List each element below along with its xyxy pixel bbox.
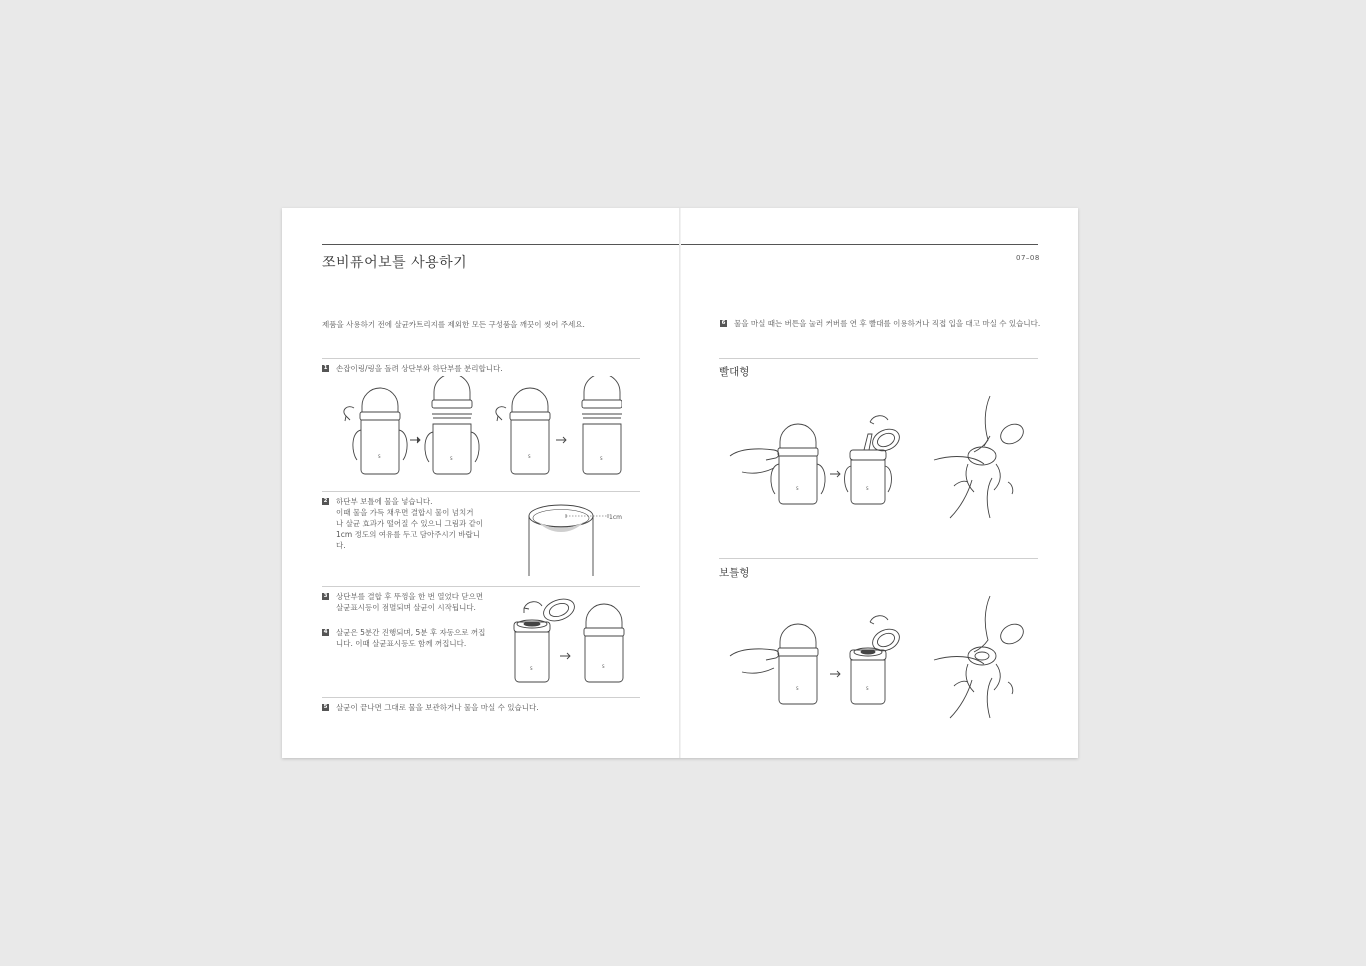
manual-spread — [282, 208, 1078, 758]
divider — [719, 358, 1038, 359]
straw-type-illustration — [728, 394, 1028, 524]
divider — [719, 558, 1038, 559]
step-badge-4: 4 — [323, 629, 328, 635]
divider — [322, 491, 640, 492]
left-header-rule — [322, 244, 679, 245]
svg-text:S: S — [866, 686, 869, 691]
svg-text:S: S — [796, 486, 799, 491]
svg-text:S: S — [450, 456, 453, 461]
step2-line-2: 이때 물을 가득 채우면 결합시 물이 넘치거 — [336, 508, 474, 517]
step6-text: 물을 마실 때는 버튼을 눌러 커버를 연 후 빨대를 이용하거나 직접 입을 대고 마실 수 있습니다. — [734, 319, 1041, 328]
svg-text:S: S — [528, 454, 531, 459]
page-number: 07–08 — [1016, 254, 1040, 262]
divider — [322, 358, 640, 359]
step1-text: 손잡이링/링을 돌려 상단부와 하단부를 분리합니다. — [336, 364, 503, 373]
step2-line-1: 하단부 보틀에 물을 넣습니다. — [336, 497, 433, 506]
step2-illustration — [526, 500, 626, 576]
step3-line-2: 살균표시등이 점멸되며 살균이 시작됩니다. — [336, 603, 476, 612]
page-gutter — [679, 208, 681, 758]
step2-line-3: 나 살균 효과가 떨어질 수 있으니 그림과 같이 — [336, 519, 484, 528]
step-badge-6: 6 — [721, 320, 726, 326]
right-header-rule — [681, 244, 1038, 245]
section-title-bottle: 보틀형 — [719, 567, 750, 579]
measure-label: 1cm — [609, 514, 622, 521]
step4-line-1: 살균은 5분간 진행되며, 5분 후 자동으로 꺼집 — [336, 628, 486, 637]
step5-text: 살균이 끝나면 그대로 물을 보관하거나 물을 마실 수 있습니다. — [336, 703, 539, 712]
step-badge-1: 1 — [323, 365, 328, 371]
svg-text:S: S — [600, 456, 603, 461]
step3-line-1: 상단부를 결합 후 뚜껑을 한 번 열었다 닫으면 — [336, 592, 484, 601]
divider — [322, 697, 640, 698]
intro-text: 제품을 사용하기 전에 살균카트리지를 제외한 모든 구성품을 깨끗이 씻어 주세요. — [322, 320, 585, 329]
step4-line-2: 니다. 이때 살균표시등도 함께 꺼집니다. — [336, 639, 467, 648]
svg-text:S: S — [796, 686, 799, 691]
step34-illustration — [510, 596, 628, 688]
step-badge-5: 5 — [323, 704, 328, 710]
step2-line-5: 다. — [336, 541, 346, 550]
step2-line-4: 1cm 정도의 여유를 두고 담아주시기 바랍니 — [336, 530, 481, 539]
svg-text:S: S — [866, 486, 869, 491]
step-badge-3: 3 — [323, 593, 328, 599]
step-badge-2: 2 — [323, 498, 328, 504]
page-title: 쪼비퓨어보틀 사용하기 — [322, 255, 468, 271]
step1-illustration — [332, 376, 622, 482]
divider — [322, 586, 640, 587]
svg-text:S: S — [530, 666, 533, 671]
svg-text:S: S — [602, 664, 605, 669]
section-title-straw: 빨대형 — [719, 366, 750, 378]
svg-text:S: S — [378, 454, 381, 459]
bottle-type-illustration — [728, 592, 1028, 722]
